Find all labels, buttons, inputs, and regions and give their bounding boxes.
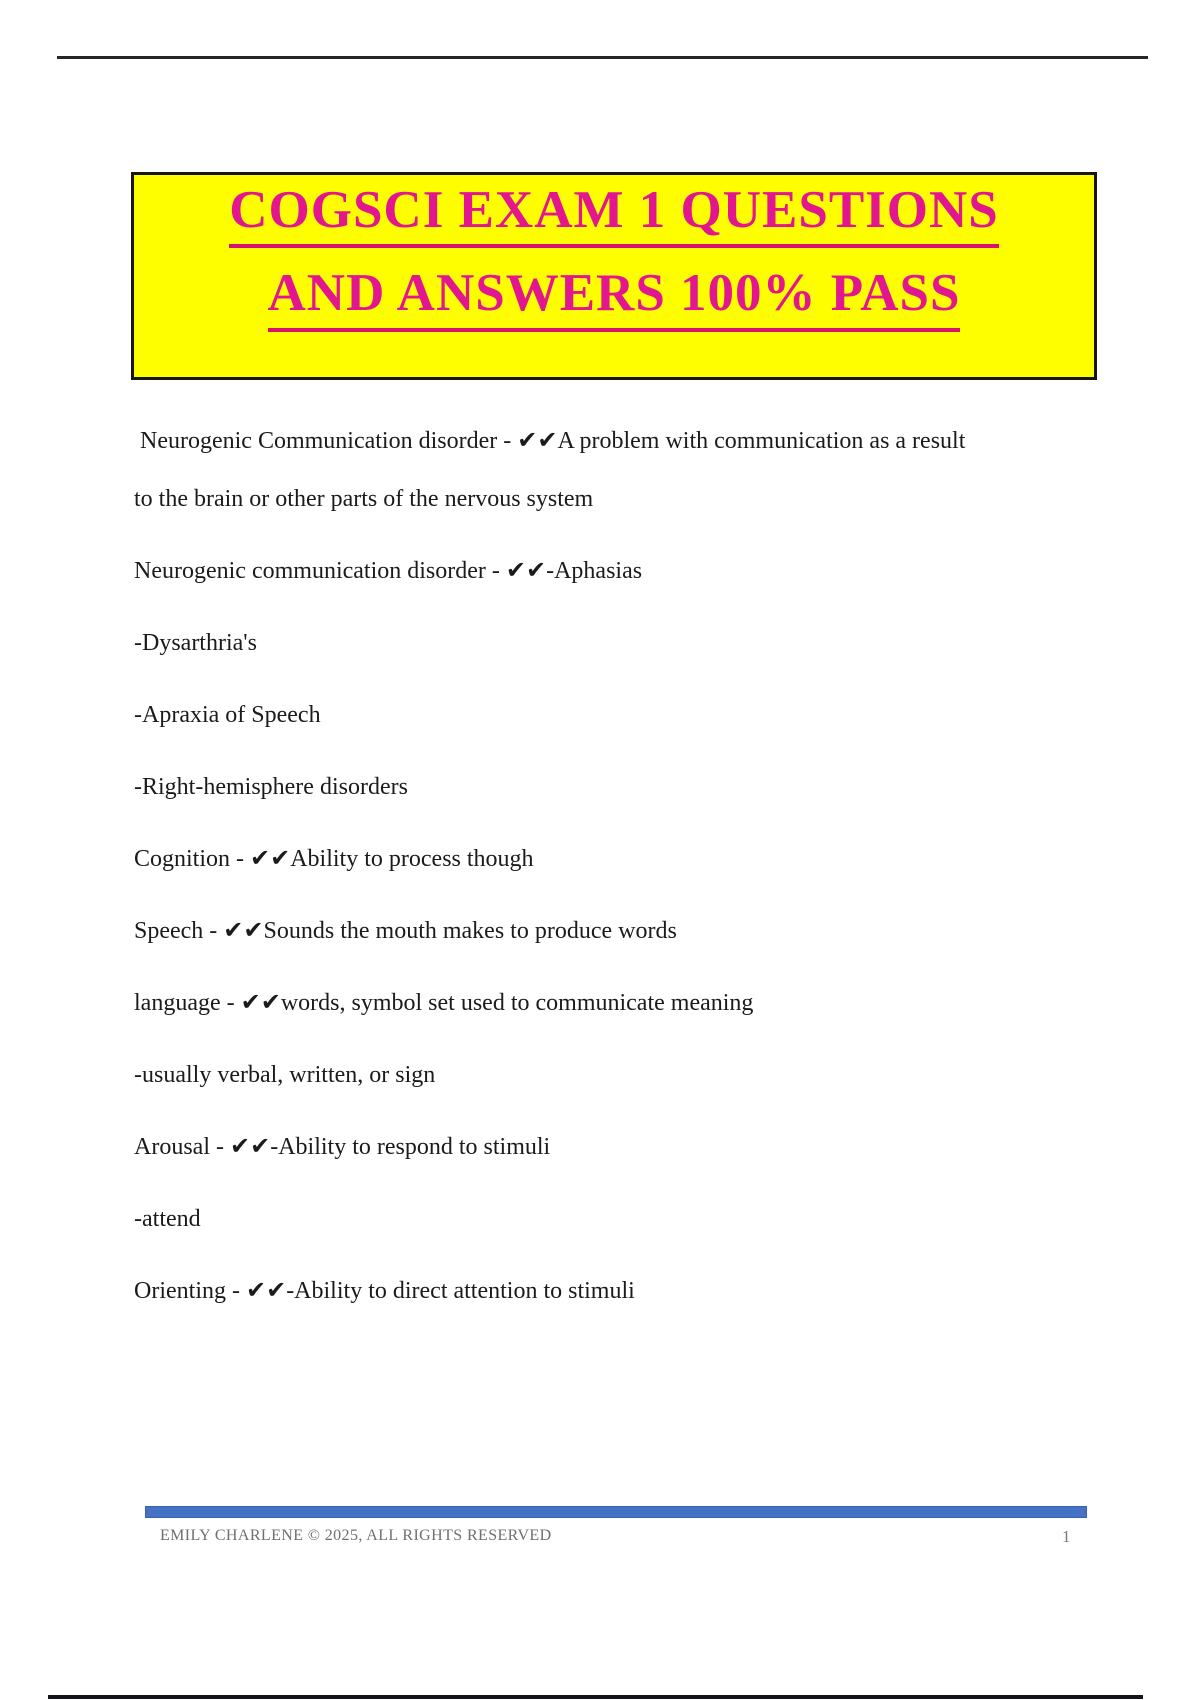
qa-paragraph [134,412,1094,528]
qa-paragraph [134,830,1094,888]
qa-content [134,412,1094,1334]
title-line-2: AND ANSWERS 100% PASS [268,264,961,331]
qa-paragraph [134,1262,1094,1320]
qa-line: to the brain or other parts of the nervous system [134,486,594,512]
title-line-1: COGSCI EXAM 1 QUESTIONS [229,181,999,248]
bottom-rule [48,1695,1143,1699]
footer-accent-bar [145,1506,1087,1518]
qa-paragraph [134,1118,1094,1176]
qa-line: -Apraxia of Speech [134,702,321,728]
qa-line: -Right-hemisphere disorders [134,774,408,800]
qa-line: -usually verbal, written, or sign [134,1062,436,1088]
title-banner [131,172,1097,380]
top-rule [57,56,1148,59]
qa-line: -Dysarthria's [134,630,257,656]
qa-line: -attend [134,1206,201,1232]
qa-line: Cognition - ✔✔Ability to process though [134,846,534,872]
qa-line: Arousal - ✔✔-Ability to respond to stimuli [134,1134,551,1160]
qa-line: Neurogenic Communication disorder - ✔✔A problem with communication as a result [134,428,966,454]
qa-paragraph [134,1046,1094,1104]
qa-paragraph [134,902,1094,960]
qa-line: Neurogenic communication disorder - ✔✔-Aphasias [134,558,643,584]
qa-paragraph [134,542,1094,600]
qa-line: Speech - ✔✔Sounds the mouth makes to produce words [134,918,677,944]
qa-paragraph [134,686,1094,744]
footer-copyright: EMILY CHARLENE © 2025, ALL RIGHTS RESERVED [160,1527,552,1544]
qa-paragraph [134,614,1094,672]
qa-paragraph [134,1190,1094,1248]
qa-paragraph [134,758,1094,816]
footer-page-number: 1 [1062,1527,1071,1546]
qa-line: Orienting - ✔✔-Ability to direct attention to stimuli [134,1278,635,1304]
qa-paragraph [134,974,1094,1032]
qa-line: language - ✔✔words, symbol set used to communicate meaning [134,990,754,1016]
